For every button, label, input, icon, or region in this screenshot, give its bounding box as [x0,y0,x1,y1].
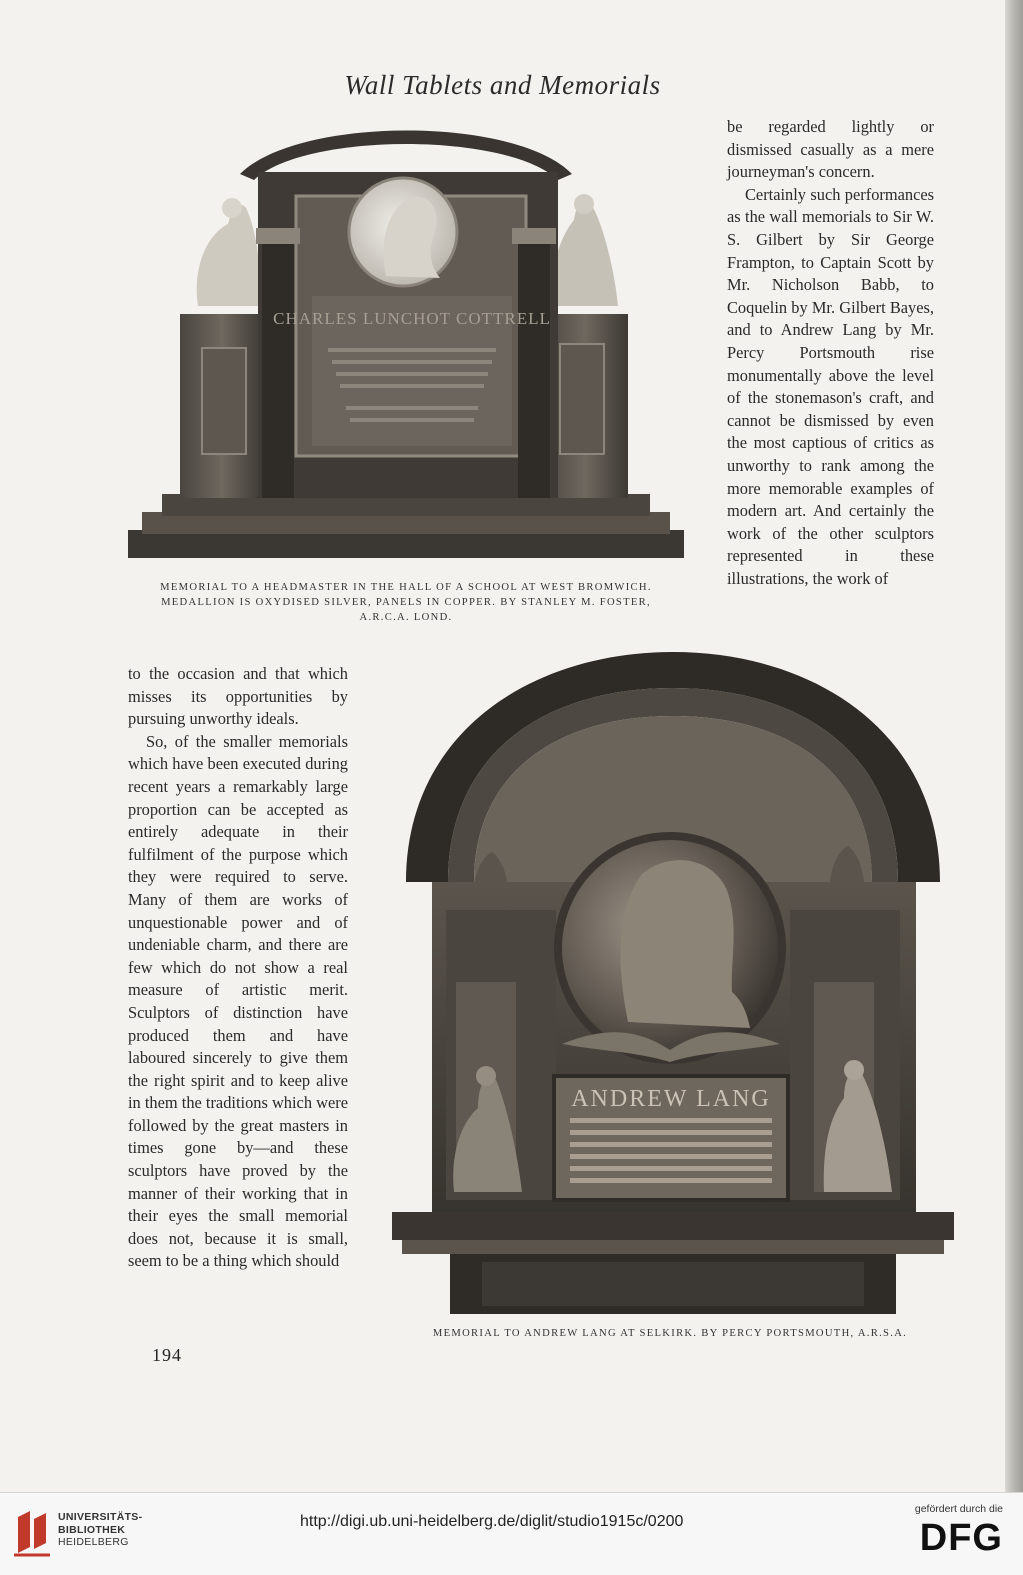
library-logo-icon [12,1509,52,1557]
paragraph: to the occasion and that which misses its opportunities by pursuing unworthy ideals. [128,664,348,729]
library-name: UNIVERSITÄTS- BIBLIOTHEK HEIDELBERG [58,1511,143,1548]
page-number: 194 [152,1345,182,1365]
headmaster-memorial-photo [128,116,684,558]
digitization-footer [0,1492,1023,1575]
paragraph: So, of the smaller memorials which have been executed during recent years a remarkably large proportion can be accepted as entirely adequate in their fulfilment of the purpose which they were required to serve. Many of them are works of unquestionable power and of undeniable charm, and there are few which do not show a real measure of artistic merit. Sculptors of distinction have produced them and have laboured sincerely to give them the right spirit and to keep alive in them the traditions which were followed by the great masters in times gone by—and these sculptors have proved by the manner of their working that in their eyes the small memorial does not, because it is small, seem to be a thing which should [128,731,348,1271]
paragraph: Certainly such performances as the wall memorials to Sir W. S. Gilbert by Sir George Frampton, to Captain Scott by Mr. Nicholson Babb, to Coquelin by Mr. Gilbert Bayes, and to Andrew Lang by Mr. Percy Portsmouth rise monumentally above the level of the stonemason's craft, and cannot be dismissed by even the most captious of critics as unworthy to rank among the more memorable examples of modern art. And certainly the work of the other sculptors represented in these illustrations, the work of [727,184,934,588]
figure-caption-andrew-lang: MEMORIAL TO ANDREW LANG AT SELKIRK. BY PERCY PORTSMOUTH, A.R.S.A. [432,1328,908,1339]
running-title: Wall Tablets and Memorials [344,70,661,100]
andrew-lang-memorial-photo [392,652,954,1314]
dfg-logo: DFG [919,1517,1003,1559]
plaque-inscription-name: ANDREW LANG [571,1086,771,1112]
figure-caption-headmaster: MEMORIAL TO A HEADMASTER IN THE HALL OF A SCHOOL AT WEST BROMWICH. MEDALLION IS OXYDISED SILVER, PANELS IN COPPER. BY STANLEY M. FOSTER, A.R.C.A. LOND. [160,582,652,623]
source-url-link[interactable]: http://digi.ub.uni-heidelberg.de/diglit/studio1915c/0200 [300,1513,684,1530]
tablet-inscription-name: CHARLES LUNCHOT COTTRELL [273,309,551,328]
right-column-text [727,116,934,590]
paragraph: be regarded lightly or dismissed casually as a mere journeyman's concern. [727,117,934,182]
left-column-text [128,663,348,1273]
page-edge-shadow [1005,0,1023,1492]
funder-label: gefördert durch die [914,1503,1003,1515]
